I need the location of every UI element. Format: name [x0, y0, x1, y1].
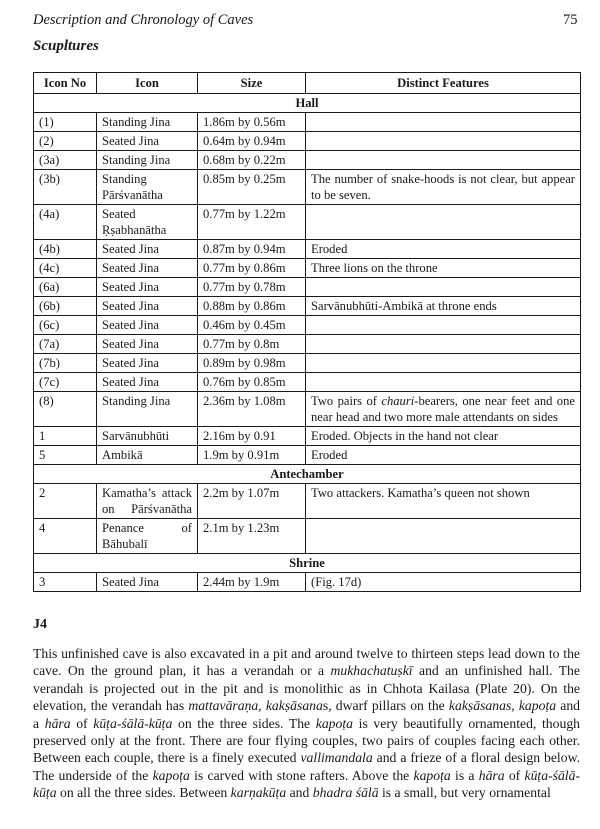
table-row	[34, 373, 581, 392]
paragraph-text: and	[286, 785, 313, 801]
table-row	[34, 113, 581, 132]
features-cell	[306, 392, 581, 427]
icon-cell: Seated Jina	[97, 132, 198, 151]
paragraph-term: hāra	[478, 767, 505, 783]
icon-no-cell: (4b)	[34, 240, 97, 259]
paragraph-text: on the three sides. The	[172, 715, 316, 731]
paragraph-term: kūṭa-śālā-kūṭa	[93, 715, 173, 731]
table-row	[34, 170, 581, 205]
group-label-shrine: Shrine	[34, 554, 581, 573]
icon-no-cell: (6a)	[34, 278, 97, 297]
icon-no-cell: (7c)	[34, 373, 97, 392]
table-row	[34, 259, 581, 278]
table-row	[34, 240, 581, 259]
size-cell: 2.16m by 0.91	[198, 427, 306, 446]
icon-cell	[97, 484, 198, 519]
table-row	[34, 519, 581, 554]
paragraph-text: on all the three sides. Between	[56, 785, 231, 801]
icon-no-cell: 2	[34, 484, 97, 519]
size-cell: 0.89m by 0.98m	[198, 354, 306, 373]
features-cell: Sarvānubhūti-Ambikā at throne ends	[306, 297, 581, 316]
table-row	[34, 573, 581, 592]
features-cell: Three lions on the throne	[306, 259, 581, 278]
paragraph-term: kapoṭa	[315, 715, 354, 731]
group-label-hall: Hall	[34, 94, 581, 113]
size-cell: 0.76m by 0.85m	[198, 373, 306, 392]
table-row	[34, 335, 581, 354]
icon-cell: Ambikā	[97, 446, 198, 465]
icon-no-cell: 3	[34, 573, 97, 592]
paragraph-term: kapoṭa	[413, 767, 451, 783]
features-cell: Eroded	[306, 240, 581, 259]
icon-cell: Standing Jina	[97, 392, 198, 427]
icon-cell: Seated Jina	[97, 297, 198, 316]
page-number: 75	[563, 12, 578, 28]
paragraph-term: kūṭa-śālā-kūṭa	[33, 767, 580, 801]
features-cell: Two attackers. Kamatha’s queen not shown	[306, 484, 581, 519]
icon-cell: Seated Jina	[97, 335, 198, 354]
table-row	[34, 278, 581, 297]
features-cell	[306, 354, 581, 373]
icon-no-cell: (6c)	[34, 316, 97, 335]
icon-no-cell: (3a)	[34, 151, 97, 170]
icon-no-cell: (2)	[34, 132, 97, 151]
features-cell	[306, 316, 581, 335]
features-cell	[306, 519, 581, 554]
features-cell	[306, 151, 581, 170]
paragraph-text: and a	[33, 698, 581, 731]
size-cell: 0.77m by 0.78m	[198, 278, 306, 297]
icon-no-cell: (3b)	[34, 170, 97, 205]
features-term: chauri	[381, 394, 415, 408]
size-cell: 0.68m by 0.22m	[198, 151, 306, 170]
sculptures-table	[33, 72, 581, 592]
table-row	[34, 446, 581, 465]
icon-cell: Seated Jina	[97, 354, 198, 373]
paragraph-text: is a small, but very ornamental	[378, 785, 551, 801]
paragraph-term: hāra	[44, 715, 71, 731]
icon-no-cell: (1)	[34, 113, 97, 132]
features-text: Two pairs of	[311, 394, 382, 408]
icon-cell: Sarvānubhūti	[97, 427, 198, 446]
size-cell: 2.44m by 1.9m	[198, 573, 306, 592]
features-cell	[306, 335, 581, 354]
size-cell: 0.77m by 0.86m	[198, 259, 306, 278]
icon-cell: Seated Jina	[97, 573, 198, 592]
icon-cell: Standing Jina	[97, 113, 198, 132]
paragraph-term: bhadra śālā	[312, 785, 379, 801]
paragraph-text: is very beautifully ornamented, though preserved only at the front. There are four flying couples, two pairs of couples facing each other. Between each couple, there is a finely executed	[33, 715, 581, 766]
paragraph-term: kakṣāsanas, kapoṭa	[448, 698, 557, 714]
icon-no-cell: (6b)	[34, 297, 97, 316]
features-cell: (Fig. 17d)	[306, 573, 581, 592]
paragraph-text: and an unfinished hall. The verandah is projected out in the pit and is monolithic as in Chhota Kailasa (Plate 20). On the elevation, the verandah has	[33, 663, 580, 714]
paragraph-term: karṇakūṭa	[230, 785, 287, 801]
group-row-antechamber	[34, 465, 581, 484]
size-cell: 0.77m by 0.8m	[198, 335, 306, 354]
icon-no-cell: 4	[34, 519, 97, 554]
group-label-antechamber: Antechamber	[34, 465, 581, 484]
icon-no-cell: (8)	[34, 392, 97, 427]
paragraph-term: mukhachatuṣkī	[330, 663, 413, 679]
size-cell: 0.87m by 0.94m	[198, 240, 306, 259]
icon-cell: Seated Jina	[97, 278, 198, 297]
paragraph-text: is carved with stone rafters. Above the	[189, 767, 414, 783]
size-cell: 0.46m by 0.45m	[198, 316, 306, 335]
size-cell: 0.77m by 1.22m	[198, 205, 306, 240]
icon-no-cell: (4c)	[34, 259, 97, 278]
icon-no-cell: 5	[34, 446, 97, 465]
size-cell: 1.9m by 0.91m	[198, 446, 306, 465]
features-cell	[306, 278, 581, 297]
paragraph-text: This unfinished cave is also excavated in a pit and around twelve to thirteen steps lead down to the cave. On the ground plan, it has a verandah or a	[33, 646, 580, 679]
features-cell	[306, 373, 581, 392]
icon-no-cell: (7b)	[34, 354, 97, 373]
paragraph-text: of	[70, 715, 94, 731]
table-row	[34, 354, 581, 373]
size-cell: 0.64m by 0.94m	[198, 132, 306, 151]
section-heading: Scupltures	[33, 38, 99, 54]
icon-cell	[97, 519, 198, 554]
icon-cell: Seated Jina	[97, 240, 198, 259]
size-cell: 1.86m by 0.56m	[198, 113, 306, 132]
table-row	[34, 427, 581, 446]
paragraph-text: and a frieze of a floral design below. The underside of the	[33, 750, 580, 783]
table-row	[34, 297, 581, 316]
features-cell: Eroded. Objects in the hand not clear	[306, 427, 581, 446]
features-cell	[306, 113, 581, 132]
running-title: Description and Chronology of Caves	[33, 12, 254, 28]
icon-cell: Standing Jina	[97, 151, 198, 170]
features-text: -bearers, one near feet and one near head and two more male attendants on sides	[311, 394, 575, 424]
paragraph-term: vallimandala	[300, 750, 373, 766]
group-row-shrine	[34, 554, 581, 573]
icon-cell: Seated Jina	[97, 373, 198, 392]
icon-cell: Standing Pārśvanātha	[97, 170, 198, 205]
icon-cell: Seated Jina	[97, 316, 198, 335]
icon-no-cell: (7a)	[34, 335, 97, 354]
table-row	[34, 392, 581, 427]
column-header-icon-no: Icon No	[34, 73, 97, 94]
icon-cell: Seated Jina	[97, 259, 198, 278]
icon-cell: Seated Ṛṣabhanātha	[97, 205, 198, 240]
icon-text: Kamatha’s attack on Pārśvanātha	[102, 486, 192, 516]
paragraph-term: mattavāraṇa, kakṣāsana	[188, 698, 323, 714]
table-row	[34, 151, 581, 170]
paragraph-text: of	[504, 767, 525, 783]
column-header-size: Size	[198, 73, 306, 94]
size-cell: 0.88m by 0.86m	[198, 297, 306, 316]
paragraph-text: s, dwarf pillars on the	[322, 698, 449, 714]
table-row	[34, 316, 581, 335]
paragraph-text: is a	[450, 767, 479, 783]
table-row	[34, 484, 581, 519]
j4-heading: J4	[33, 617, 47, 632]
table-row	[34, 205, 581, 240]
features-cell	[306, 205, 581, 240]
table-header-row	[34, 73, 581, 94]
features-cell	[306, 132, 581, 151]
size-cell: 2.2m by 1.07m	[198, 484, 306, 519]
j4-paragraph	[33, 645, 580, 802]
column-header-features: Distinct Features	[306, 73, 581, 94]
table-row	[34, 132, 581, 151]
group-row-hall	[34, 94, 581, 113]
paragraph-term: kapoṭa	[152, 767, 190, 783]
column-header-icon: Icon	[97, 73, 198, 94]
icon-no-cell: 1	[34, 427, 97, 446]
icon-text: Penance of Bāhubalī	[102, 521, 192, 551]
features-cell: The number of snake-hoods is not clear, but appear to be seven.	[306, 170, 581, 205]
size-cell: 2.1m by 1.23m	[198, 519, 306, 554]
size-cell: 0.85m by 0.25m	[198, 170, 306, 205]
size-cell: 2.36m by 1.08m	[198, 392, 306, 427]
icon-no-cell: (4a)	[34, 205, 97, 240]
features-cell: Eroded	[306, 446, 581, 465]
